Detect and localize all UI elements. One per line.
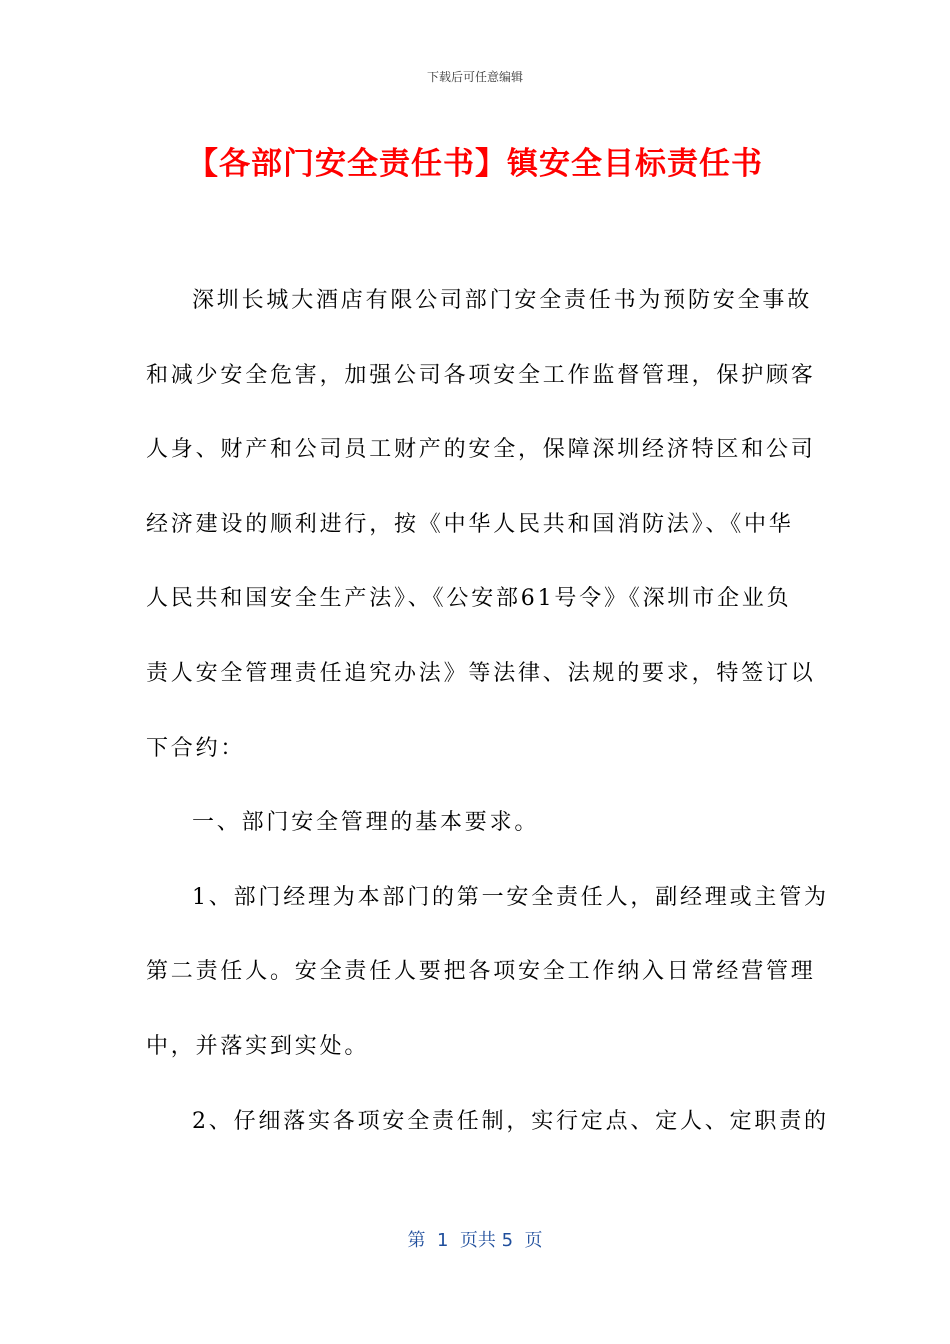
document-title: 【各部门安全责任书】镇安全目标责任书 [187,146,763,182]
body-line: 责人安全管理责任追究办法》等法律、法规的要求，特签订以 [146,660,816,686]
header-note: 下载后可任意编辑 [426,70,523,84]
body-line: 第二责任人。安全责任人要把各项安全工作纳入日常经营管理 [146,959,816,985]
body-line: 下合约： [146,735,246,761]
body-line: 深圳长城大酒店有限公司部门安全责任书为预防安全事故 [192,288,813,313]
body-line: 人身、财产和公司员工财产的安全，保障深圳经济特区和公司 [146,437,816,463]
document-body [146,264,829,1159]
body-line: 人民共和国安全生产法》、《公安部61号令》《深圳市企业负 [146,586,792,612]
page-footer: 第 1 页共 5 页 [407,1230,543,1251]
body-line: 中，并落实到实处。 [146,1033,370,1059]
body-line: 1、部门经理为本部门的第一安全责任人，副经理或主管为 [192,884,829,910]
body-line: 经济建设的顺利进行，按《中华人民共和国消防法》、《中华 [146,511,794,537]
body-line: 和减少安全危害，加强公司各项安全工作监督管理，保护顾客 [146,362,816,388]
section-heading: 一、部门安全管理的基本要求。 [192,810,540,836]
body-line: 2、仔细落实各项安全责任制，实行定点、定人、定职责的 [192,1108,829,1134]
